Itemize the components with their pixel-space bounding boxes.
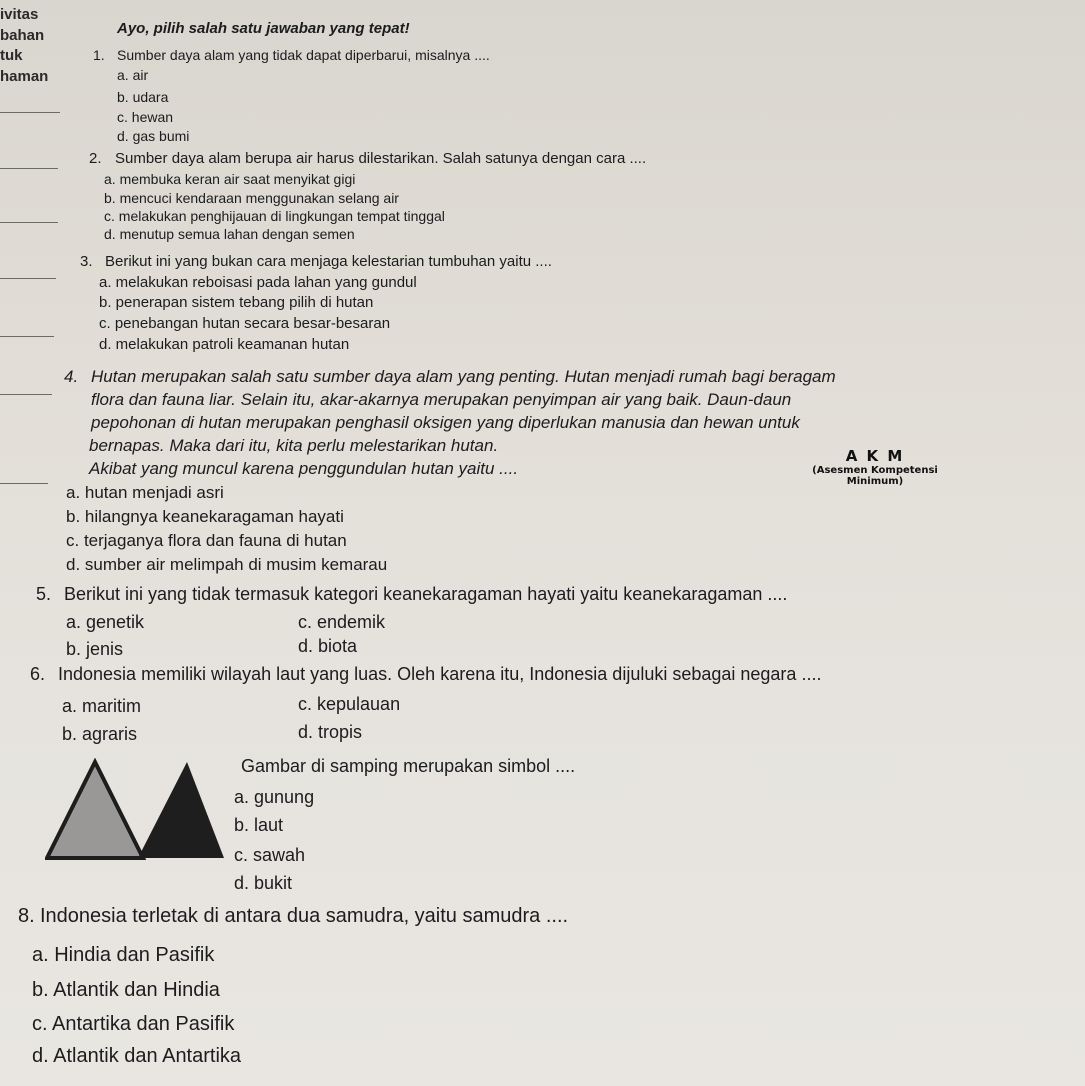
question-text: Sumber daya alam berupa air harus dilestarikan. Salah satunya dengan cara ....: [115, 150, 647, 167]
question-number: 2.: [89, 150, 102, 167]
sidebar-fragment: ivitas: [0, 6, 39, 23]
option[interactable]: c. penebangan hutan secara besar-besaran: [99, 315, 391, 332]
option[interactable]: b. Atlantik dan Hindia: [32, 979, 220, 1001]
option[interactable]: b. hilangnya keanekaragaman hayati: [66, 507, 344, 526]
question-text: Gambar di samping merupakan simbol ....: [241, 756, 576, 776]
option[interactable]: b. agraris: [62, 724, 138, 744]
question-text: Indonesia terletak di antara dua samudra, yaitu samudra ....: [40, 905, 569, 927]
triangle-solid: [138, 762, 224, 858]
option[interactable]: c. terjaganya flora dan fauna di hutan: [66, 531, 347, 550]
option[interactable]: a. hutan menjadi asri: [66, 483, 224, 502]
option[interactable]: a. Hindia dan Pasifik: [32, 944, 215, 966]
option[interactable]: a. gunung: [234, 787, 315, 807]
question-number: 5.: [36, 584, 52, 604]
passage-line: bernapas. Maka dari itu, kita perlu melestarikan hutan.: [89, 436, 499, 455]
margin-line: [0, 336, 54, 337]
option[interactable]: b. penerapan sistem tebang pilih di hutan: [99, 294, 374, 311]
question-number: 6.: [30, 664, 46, 684]
margin-line: [0, 394, 52, 395]
sidebar-fragment: bahan: [0, 27, 45, 44]
question-text: Sumber daya alam yang tidak dapat diperbarui, misalnya ....: [117, 47, 490, 63]
option[interactable]: d. melakukan patroli keamanan hutan: [99, 336, 350, 353]
option[interactable]: a. genetik: [66, 612, 145, 632]
option[interactable]: b. jenis: [66, 639, 124, 659]
question-text: Akibat yang muncul karena penggundulan hutan yaitu ....: [89, 459, 519, 478]
option[interactable]: d. gas bumi: [117, 128, 190, 144]
option[interactable]: c. endemik: [298, 612, 386, 632]
triangle-outlined: [47, 762, 143, 858]
option[interactable]: c. Antartika dan Pasifik: [32, 1013, 235, 1035]
option[interactable]: a. air: [117, 67, 149, 83]
sidebar-fragment: haman: [0, 68, 49, 85]
option[interactable]: b. udara: [117, 89, 169, 105]
question-text: Berikut ini yang bukan cara menjaga kelestarian tumbuhan yaitu ....: [105, 253, 552, 270]
option[interactable]: c. sawah: [234, 845, 306, 865]
option[interactable]: d. menutup semua lahan dengan semen: [104, 226, 355, 242]
option[interactable]: d. bukit: [234, 873, 293, 893]
passage-line: flora dan fauna liar. Selain itu, akar-akarnya merupakan penyimpan air yang baik. Daun-daun: [91, 390, 792, 409]
akm-title: A K M: [845, 447, 905, 465]
akm-subtitle: (Asesmen Kompetensi Minimum): [812, 465, 938, 487]
passage-line: pepohonan di hutan merupakan penghasil oksigen yang diperlukan manusia dan hewan untuk: [91, 413, 800, 432]
option[interactable]: d. Atlantik dan Antartika: [32, 1045, 242, 1067]
question-number: 8.: [18, 905, 35, 927]
question-text: Berikut ini yang tidak termasuk kategori keanekaragaman hayati yaitu keanekaragaman ....: [64, 584, 788, 604]
option[interactable]: b. laut: [234, 815, 284, 835]
instruction: Ayo, pilih salah satu jawaban yang tepat!: [117, 20, 410, 37]
option[interactable]: d. sumber air melimpah di musim kemarau: [66, 555, 388, 574]
question-number: 1.: [93, 47, 105, 63]
option[interactable]: c. hewan: [117, 109, 174, 125]
mountain-triangles-icon: [45, 758, 225, 863]
sidebar-fragment: tuk: [0, 47, 23, 64]
margin-line: [0, 278, 56, 279]
passage-line: Hutan merupakan salah satu sumber daya alam yang penting. Hutan menjadi rumah bagi beragam: [91, 367, 836, 386]
option[interactable]: d. biota: [298, 636, 358, 656]
option[interactable]: c. melakukan penghijauan di lingkungan tempat tinggal: [104, 208, 445, 224]
option[interactable]: c. kepulauan: [298, 694, 401, 714]
option[interactable]: a. membuka keran air saat menyikat gigi: [104, 171, 356, 187]
margin-line: [0, 168, 58, 169]
akm-badge: [785, 447, 965, 487]
margin-line: [0, 483, 48, 484]
option[interactable]: b. mencuci kendaraan menggunakan selang air: [104, 190, 399, 206]
margin-line: [0, 222, 58, 223]
question-text: Indonesia memiliki wilayah laut yang luas. Oleh karena itu, Indonesia dijuluki sebagai negara ....: [58, 664, 822, 684]
question-number: 4.: [64, 367, 79, 386]
option[interactable]: d. tropis: [298, 722, 363, 742]
question-number: 3.: [80, 253, 93, 270]
margin-line: [0, 112, 60, 113]
option[interactable]: a. melakukan reboisasi pada lahan yang gundul: [99, 274, 417, 291]
option[interactable]: a. maritim: [62, 696, 142, 716]
